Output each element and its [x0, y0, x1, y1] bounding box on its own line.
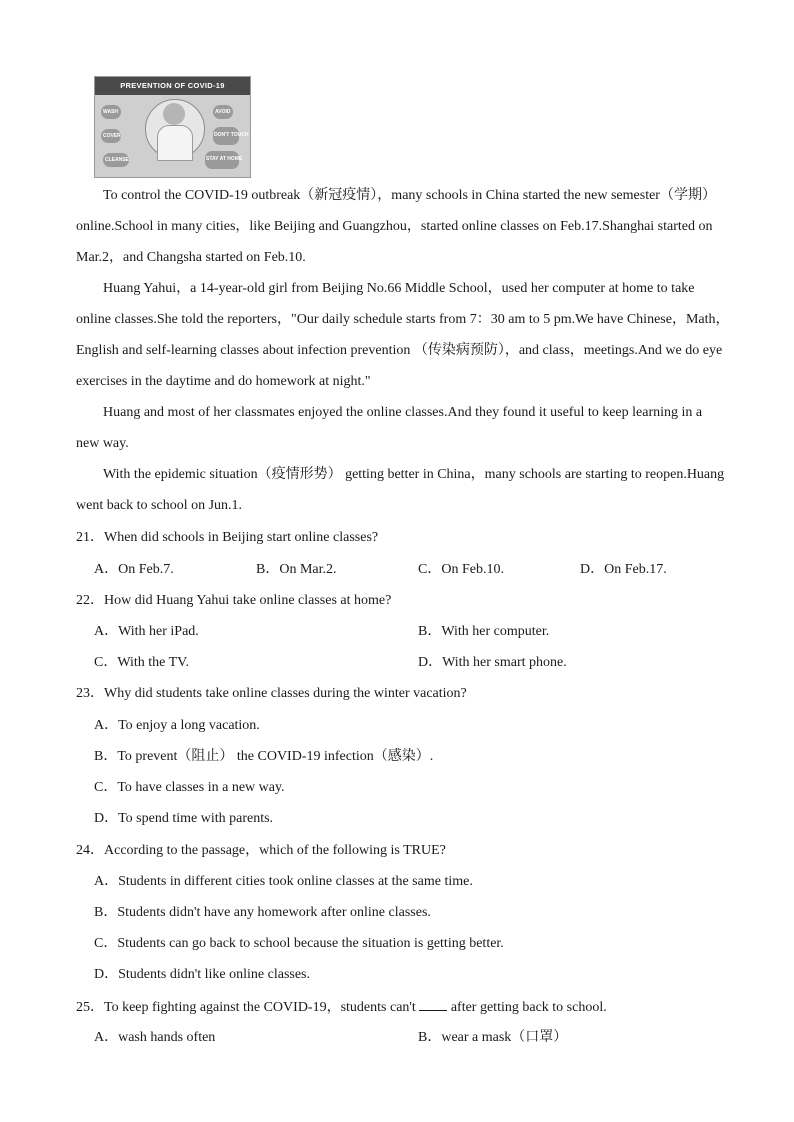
- q24-option-a[interactable]: A．Students in different cities took online classes at the same time.: [94, 874, 473, 889]
- q23-option-b[interactable]: B．To prevent（阻止） the COVID-19 infection（感染）.: [94, 749, 434, 764]
- q21-option-a[interactable]: A．On Feb.7.: [94, 562, 174, 577]
- question-number: 22．: [76, 593, 104, 608]
- question-number: 25．: [76, 1000, 104, 1015]
- question-number: 24．: [76, 843, 104, 858]
- question-25: [76, 998, 607, 1017]
- question-21: [76, 529, 378, 547]
- passage-p2-line3: English and self-learning classes about infection prevention （传染病预防），and class，meetings.And we do eye: [76, 343, 723, 358]
- q21-option-c[interactable]: C．On Feb.10.: [418, 562, 504, 577]
- figure-label-stay-home: STAY AT HOME: [206, 156, 243, 162]
- covid-prevention-figure: [94, 76, 251, 178]
- figure-label-wash: WASH: [103, 109, 118, 115]
- passage-p3-line2: new way.: [76, 436, 129, 451]
- question-text-before: To keep fighting against the COVID-19，students can't: [104, 1000, 416, 1015]
- doctor-head-icon: [163, 103, 185, 125]
- q24-option-c[interactable]: C．Students can go back to school because the situation is getting better.: [94, 936, 504, 951]
- passage-p4-line1: With the epidemic situation（疫情形势） getting better in China，many schools are starting to reopen.Huang: [103, 467, 725, 482]
- q21-option-d[interactable]: D．On Feb.17.: [580, 562, 667, 577]
- question-text-after: after getting back to school.: [450, 1000, 607, 1015]
- figure-label-dont-touch: DON'T TOUCH: [214, 132, 249, 138]
- passage-p1-line1: To control the COVID-19 outbreak（新冠疫情），many schools in China started the new semester（学期）: [103, 188, 716, 203]
- answer-blank: [419, 998, 447, 1011]
- passage-p3-line1: Huang and most of her classmates enjoyed the online classes.And they found it useful to keep learning in a: [103, 405, 703, 420]
- q23-option-c[interactable]: C．To have classes in a new way.: [94, 780, 285, 795]
- question-number: 21．: [76, 530, 104, 545]
- q22-option-c[interactable]: C．With the TV.: [94, 655, 189, 670]
- q22-option-b[interactable]: B．With her computer.: [418, 624, 550, 639]
- figure-label-cleanse: CLEANSE: [105, 157, 129, 163]
- question-number: 23．: [76, 686, 104, 701]
- passage-p2-line4: exercises in the daytime and do homework at night.": [76, 374, 371, 389]
- passage-p2-line1: Huang Yahui，a 14-year-old girl from Beijing No.66 Middle School，used her computer at home to take: [103, 281, 695, 296]
- doctor-body-icon: [157, 125, 193, 161]
- q24-option-d[interactable]: D．Students didn't like online classes.: [94, 967, 311, 982]
- question-text: When did schools in Beijing start online classes?: [104, 530, 379, 545]
- question-23: [76, 685, 467, 703]
- q22-option-a[interactable]: A．With her iPad.: [94, 624, 199, 639]
- q23-option-a[interactable]: A．To enjoy a long vacation.: [94, 718, 260, 733]
- passage-p2-line2: online classes.She told the reporters，"Our daily schedule starts from 7：30 am to 5 pm.We have Chinese，Math，: [76, 312, 730, 327]
- figure-label-avoid: AVOID: [215, 109, 231, 115]
- passage-p4-line2: went back to school on Jun.1.: [76, 498, 243, 513]
- q23-option-d[interactable]: D．To spend time with parents.: [94, 811, 274, 826]
- figure-title: PREVENTION OF COVID-19: [95, 77, 250, 95]
- q22-option-d[interactable]: D．With her smart phone.: [418, 655, 567, 670]
- q24-option-b[interactable]: B．Students didn't have any homework after online classes.: [94, 905, 431, 920]
- question-text: How did Huang Yahui take online classes at home?: [104, 593, 392, 608]
- question-text: According to the passage，which of the following is TRUE?: [104, 843, 446, 858]
- passage-p1-line3: Mar.2，and Changsha started on Feb.10.: [76, 250, 306, 265]
- question-24: [76, 842, 446, 860]
- question-text: Why did students take online classes during the winter vacation?: [104, 686, 467, 701]
- q21-option-b[interactable]: B．On Mar.2.: [256, 562, 337, 577]
- question-22: [76, 592, 391, 610]
- passage-p1-line2: online.School in many cities，like Beijing and Guangzhou，started online classes on Feb.17.Shanghai started on: [76, 219, 713, 234]
- q25-option-a[interactable]: A．wash hands often: [94, 1030, 216, 1045]
- q25-option-b[interactable]: B．wear a mask（口罩）: [418, 1030, 568, 1045]
- figure-label-cover: COVER: [103, 133, 121, 139]
